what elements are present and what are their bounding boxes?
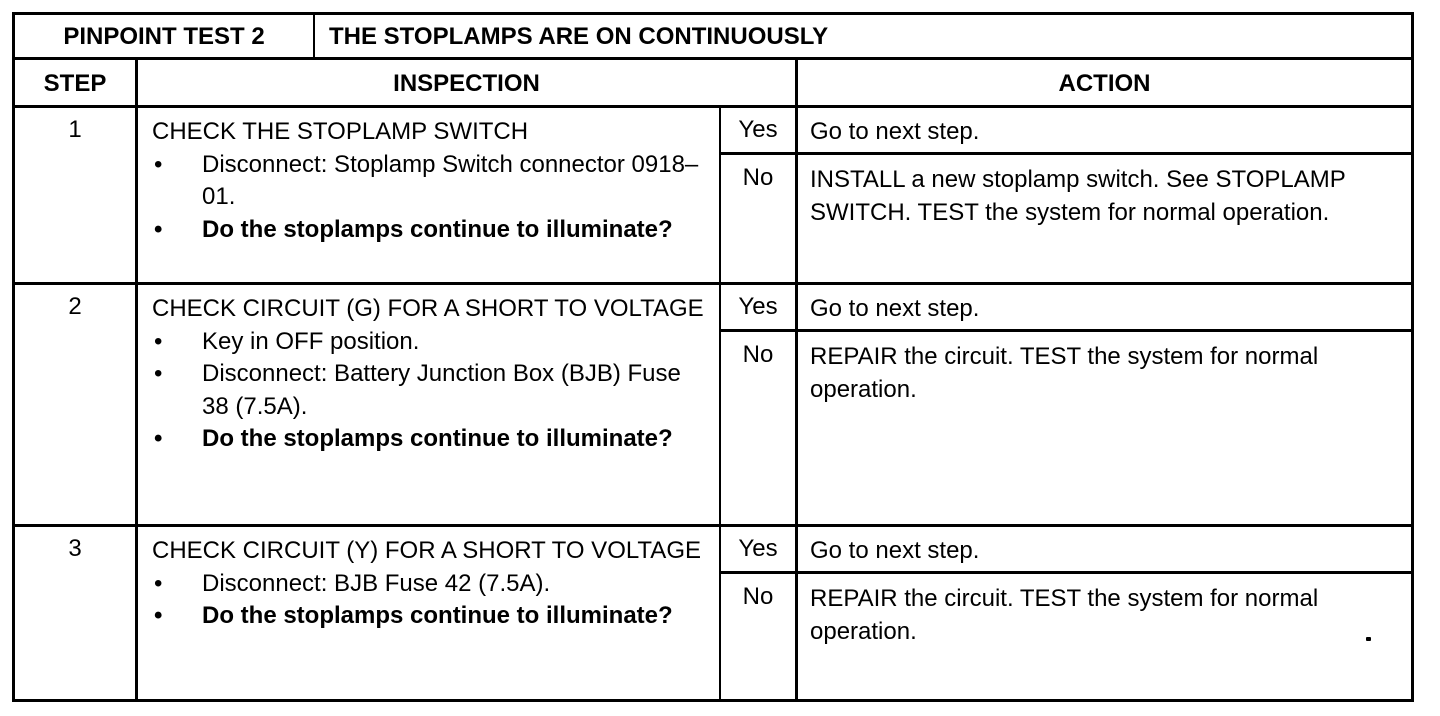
- bullet-list: [152, 568, 709, 633]
- yes-label: Yes: [738, 293, 778, 320]
- title-row: [15, 15, 1411, 60]
- inspection-cell: [138, 527, 721, 699]
- action-cell: [798, 108, 1411, 282]
- inspection-cell: [138, 285, 721, 524]
- bullet-item: • Disconnect: BJB Fuse 42 (7.5A).: [152, 568, 709, 601]
- action-cell: [798, 285, 1411, 524]
- yes-no-cell: [721, 527, 798, 699]
- divider: [721, 571, 1411, 574]
- no-label: No: [742, 583, 774, 610]
- step-row-3: [15, 527, 1411, 699]
- step-number: 2: [15, 285, 138, 524]
- no-label: No: [742, 164, 774, 191]
- bullet-question: • Do the stoplamps continue to illuminate?: [152, 214, 709, 247]
- bullet-item: • Key in OFF position.: [152, 326, 709, 359]
- header-step: STEP: [15, 60, 138, 105]
- scan-speck: [1366, 637, 1371, 641]
- no-action: INSTALL a new stoplamp switch. See STOPLAMP SWITCH. TEST the system for normal operation.: [810, 166, 1346, 226]
- bullet-question: • Do the stoplamps continue to illuminate?: [152, 600, 709, 633]
- no-action: REPAIR the circuit. TEST the system for normal operation.: [810, 585, 1319, 645]
- action-cell: [798, 527, 1411, 699]
- test-label: PINPOINT TEST 2: [15, 15, 315, 57]
- yes-no-cell: [721, 108, 798, 282]
- header-inspection: INSPECTION: [138, 60, 798, 105]
- step-row-1: [15, 108, 1411, 285]
- pinpoint-test-table: [12, 12, 1414, 702]
- column-header-row: [15, 60, 1411, 108]
- header-action: ACTION: [1058, 70, 1151, 97]
- inspection-cell: [138, 108, 721, 282]
- step-heading: CHECK THE STOPLAMP SWITCH: [152, 118, 529, 145]
- divider: [721, 329, 1411, 332]
- yes-action: Go to next step.: [810, 118, 980, 145]
- bullet-list: [152, 326, 709, 456]
- no-label: No: [742, 341, 774, 368]
- yes-label: Yes: [738, 116, 778, 143]
- step-number: 3: [15, 527, 138, 699]
- step-row-2: [15, 285, 1411, 527]
- bullet-item: • Disconnect: Battery Junction Box (BJB) Fuse 38 (7.5A).: [152, 358, 709, 423]
- bullet-list: [152, 149, 709, 247]
- step-number: 1: [15, 108, 138, 282]
- yes-action: Go to next step.: [810, 295, 980, 322]
- yes-action: Go to next step.: [810, 537, 980, 564]
- step-heading: CHECK CIRCUIT (Y) FOR A SHORT TO VOLTAGE: [152, 537, 701, 564]
- no-action: REPAIR the circuit. TEST the system for normal operation.: [810, 343, 1319, 403]
- bullet-item: • Disconnect: Stoplamp Switch connector 0918–01.: [152, 149, 709, 214]
- yes-no-cell: [721, 285, 798, 524]
- divider: [721, 152, 1411, 155]
- step-heading: CHECK CIRCUIT (G) FOR A SHORT TO VOLTAGE: [152, 295, 704, 322]
- yes-label: Yes: [738, 535, 778, 562]
- bullet-question: • Do the stoplamps continue to illuminate?: [152, 423, 709, 456]
- test-description: THE STOPLAMPS ARE ON CONTINUOUSLY: [329, 23, 829, 50]
